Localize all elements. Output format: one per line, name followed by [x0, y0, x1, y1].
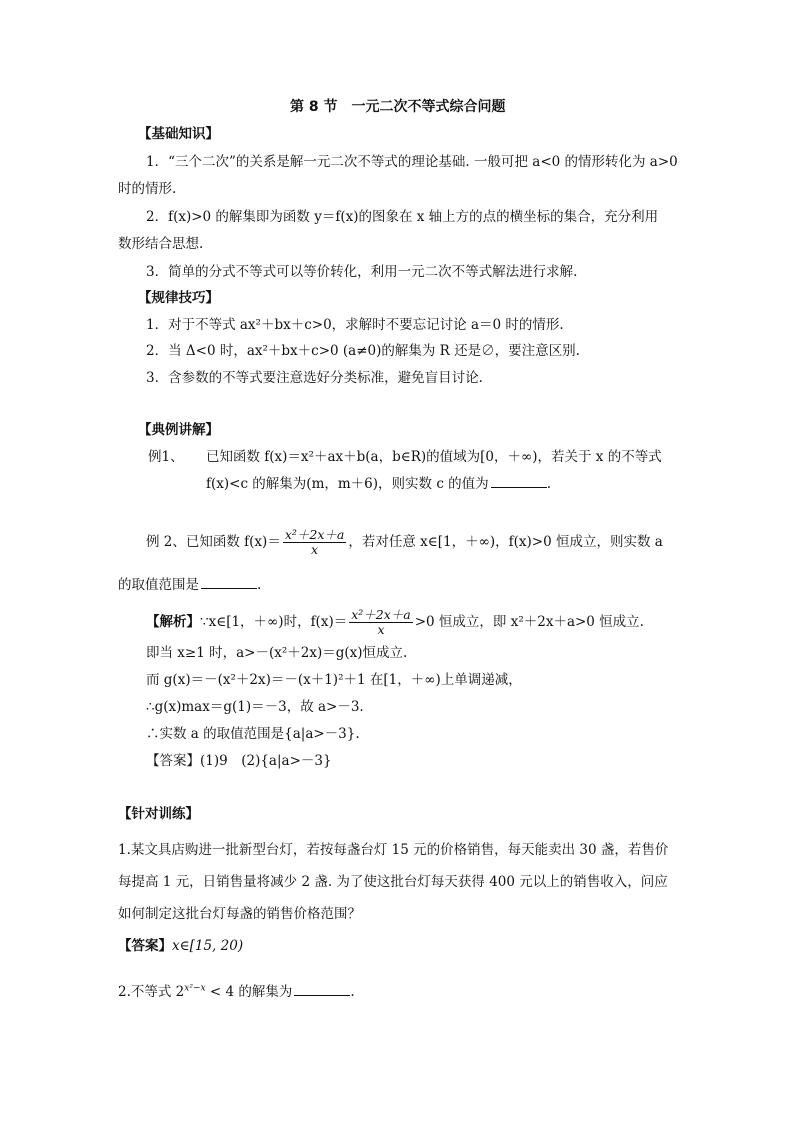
training-q2: [118, 983, 355, 1001]
analysis-line4: ∴g(x)max＝g(1)＝－3，故 a>－3.: [146, 699, 364, 715]
training-q1-answer-value: x∈[15, 20): [172, 938, 244, 954]
basic-item-2-line1: 2．f(x)>0 的解集即为函数 y＝f(x)的图象在 x 轴上方的点的横坐标的集合，充分利用: [146, 209, 659, 225]
example2-suffix: ，若对任意 x∈[1，＋∞)，f(x)>0 恒成立，则实数 a: [348, 534, 663, 550]
training-q1-line3: 如何制定这批台灯每盏的销售价格范围？: [118, 906, 361, 922]
analysis-label: 【解析】: [146, 614, 200, 630]
training-q2-prefix: 2.不等式 2: [118, 984, 185, 1000]
training-q2-mid: < 4 的解集为: [205, 984, 293, 1000]
analysis-line3: 而 g(x)＝－(x²＋2x)＝－(x＋1)²＋1 在[1，＋∞)上单调递减，: [146, 672, 522, 688]
section-training-heading: 【针对训练】: [118, 806, 199, 822]
analysis-line5: ∴实数 a 的取值范围是{a|a>－3}.: [146, 726, 360, 742]
training-q2-exponent: x²−x: [184, 983, 206, 994]
training-q1-answer: [118, 937, 243, 955]
skill-item-2: 2．当 Δ<0 时，ax²＋bx＋c>0 (a≠0)的解集为 R 还是∅，要注意区别.: [146, 343, 580, 359]
example1-line1: 已知函数 f(x)＝x²＋ax＋b(a，b∈R)的值域为[0，＋∞)，若关于 x 的不等式: [206, 449, 662, 465]
section-basic-heading: 【基础知识】: [138, 126, 219, 142]
analysis-answer: 【答案】(1)9 (2){a|a>－3}: [146, 753, 332, 769]
analysis-fraction-numerator: x²＋2x＋a: [351, 607, 411, 622]
example2-prefix: 例 2、已知函数 f(x)＝: [146, 534, 281, 550]
basic-item-1-line2: 时的情形.: [118, 181, 177, 197]
example1-answer-blank: [491, 475, 547, 488]
training-q1-line2: 每提高 1 元，日销售量将减少 2 盏. 为了使这批台灯每天获得 400 元以上的销售收入，问应: [118, 874, 668, 890]
analysis-fraction-denominator: x: [377, 622, 385, 637]
training-q2-end: .: [350, 984, 355, 1000]
training-q1-line1: 1.某文具店购进一批新型台灯，若按每盏台灯 15 元的价格销售，每天能卖出 30 盏，若售价: [118, 842, 669, 858]
example2-answer-blank: [201, 576, 257, 589]
page-title: 第 8 节 一元二次不等式综合问题: [290, 99, 506, 115]
example2-line2: [118, 576, 261, 594]
basic-item-1-line1: 1．“三个二次”的关系是解一元二次不等式的理论基础. 一般可把 a<0 的情形转化为 a>0: [146, 154, 678, 170]
example1-label: 例1、: [148, 449, 184, 465]
basic-item-3: 3．简单的分式不等式可以等价转化，利用一元二次不等式解法进行求解.: [146, 264, 578, 280]
section-skills-heading: 【规律技巧】: [138, 290, 219, 306]
analysis-line1-b: >0 恒成立，即 x²＋2x＋a>0 恒成立.: [414, 614, 644, 630]
example2-fraction: [283, 528, 347, 557]
example1-line2: [206, 475, 551, 493]
section-examples-heading: 【典例讲解】: [138, 422, 219, 438]
analysis-line1: [146, 608, 644, 637]
example2-fraction-denominator: x: [311, 542, 319, 557]
training-q1-answer-label: 【答案】: [118, 938, 172, 954]
example1-line2-text: f(x)<c 的解集为(m，m＋6)，则实数 c 的值为: [206, 476, 489, 492]
example2-line1: [146, 528, 663, 557]
analysis-line2: 即当 x≥1 时，a>－(x²＋2x)＝g(x)恒成立.: [146, 645, 408, 661]
basic-item-2-line2: 数形结合思想.: [118, 236, 204, 252]
example2-line2-end: .: [257, 577, 262, 593]
analysis-line1-a: ∵x∈[1，＋∞)时，f(x)＝: [200, 614, 348, 630]
training-q2-answer-blank: [294, 983, 350, 996]
example2-line2-text: 的取值范围是: [118, 577, 199, 593]
skill-item-1: 1．对于不等式 ax²＋bx＋c>0，求解时不要忘记讨论 a＝0 时的情形.: [146, 317, 564, 333]
example1-line2-end: .: [546, 476, 551, 492]
example2-fraction-numerator: x²＋2x＋a: [284, 527, 345, 542]
analysis-fraction: [349, 608, 413, 637]
skill-item-3: 3．含参数的不等式要注意选好分类标准，避免盲目讨论.: [146, 370, 483, 386]
